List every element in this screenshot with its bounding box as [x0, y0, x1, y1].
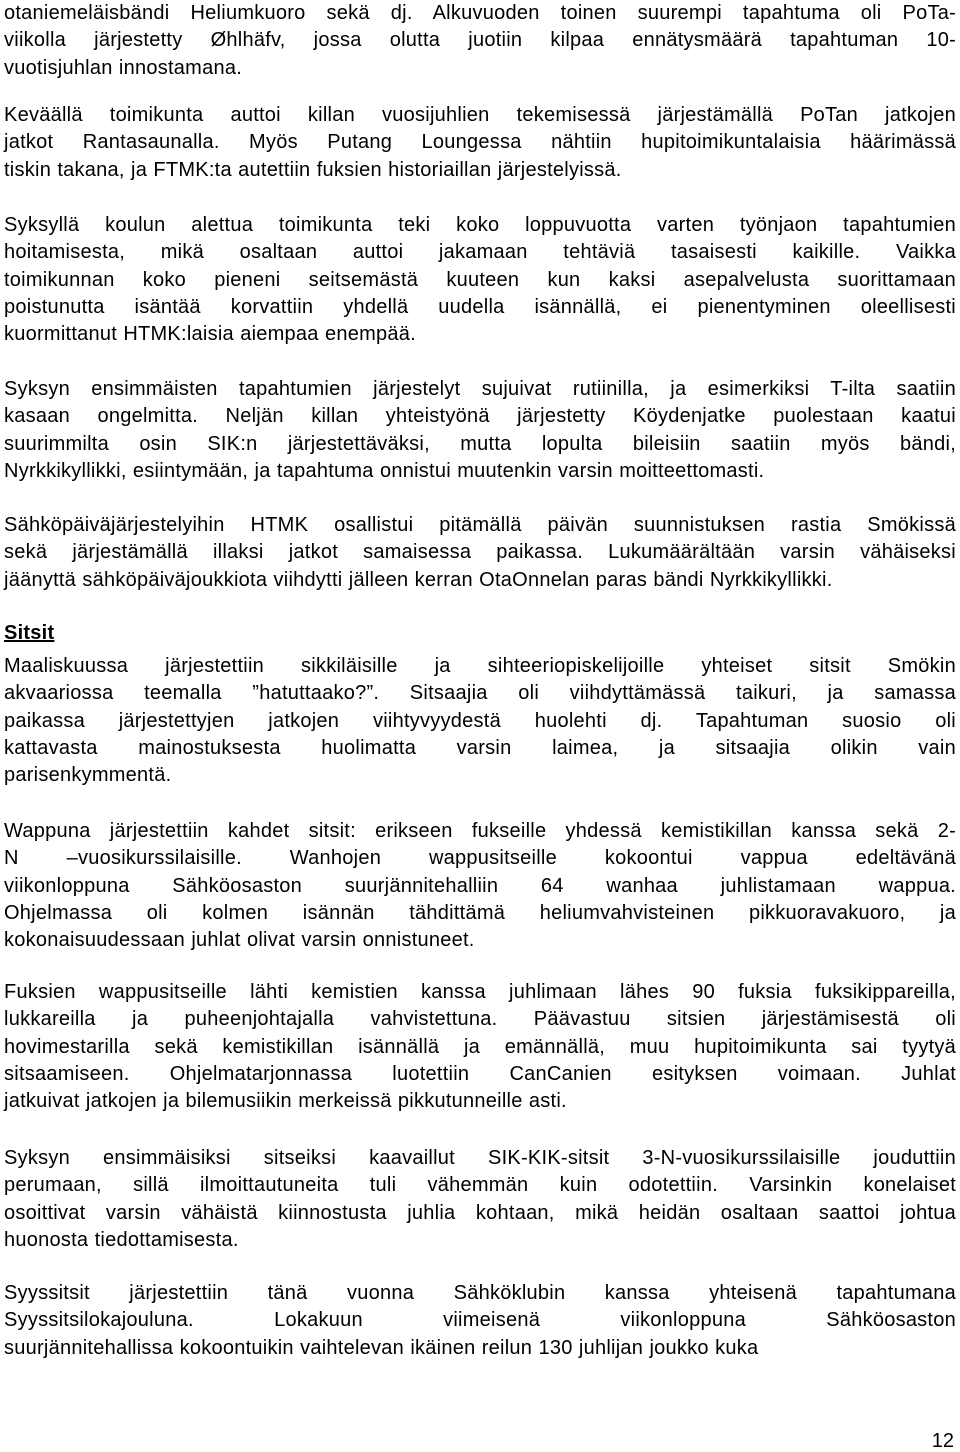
text-line: kokonaisuudessaan juhlat olivat varsin onnistuneet. — [4, 929, 475, 952]
text-line: N –vuosikurssilaisille. Wanhojen wappusitseille kokoontui vappua edeltävänä — [4, 847, 956, 870]
text-line: kuormittanut HTMK:laisia aiempaa enempää. — [4, 323, 416, 346]
text-line: suurjännitehallissa kokoontuikin vaihtelevan ikäinen reilun 130 juhlijan joukko kuka — [4, 1336, 759, 1359]
text-line: sekä järjestämällä illaksi jatkot samaisessa paikassa. Lukumäärältään varsin vähäiseksi — [4, 541, 956, 564]
paragraph — [4, 376, 956, 485]
paragraph — [4, 979, 956, 1115]
text-line: jatkuivat jatkojen ja bilemusiikin merkeissä pikkutunneille asti. — [4, 1090, 567, 1113]
text-line: vuotisjuhlan innostamana. — [4, 56, 243, 79]
paragraph — [4, 1145, 956, 1254]
text-line: Wappuna järjestettiin kahdet sitsit: erikseen fukseille yhdessä kemistikillan kanssa sekä 2- — [4, 820, 956, 842]
paragraph — [4, 653, 956, 789]
text-line: perumaan, sillä ilmoittautuneita tuli vähemmän kuin odotettiin. Varsinkin konelaiset — [4, 1174, 956, 1197]
text-line: parisenkymmentä. — [4, 764, 172, 787]
text-line: Ohjelmassa oli kolmen isännän tähdittämä heliumvahvisteinen pikkuoravakuoro, ja — [4, 901, 956, 924]
text-line: Nyrkkikyllikki, esiintymään, ja tapahtuma onnistui muutenkin varsin moitteettomasti. — [4, 459, 765, 482]
text-line: huonosta tiedottamisesta. — [4, 1228, 239, 1251]
text-line: otaniemeläisbändi Heliumkuoro sekä dj. Alkuvuoden toinen suurempi tapahtuma oli PoTa- — [4, 2, 956, 24]
paragraph — [4, 818, 956, 954]
text-line: toimikunnan koko pieneni seitsemästä kuuteen kun kaksi asepalvelusta suorittamaan — [4, 268, 956, 291]
text-line: kasaan ongelmitta. Neljän killan yhteistyönä järjestetty Köydenjatke puolestaan kaatui — [4, 405, 956, 428]
text-line: viikolla järjestetty Øhlhäfv, jossa olutta juotiin kilpaa ennätysmäärä tapahtuman 10- — [4, 29, 956, 52]
text-line: kattavasta mainostuksesta huolimatta varsin laimea, ja sitsaajia olikin vain — [4, 736, 956, 759]
text-line: Sähköpäiväjärjestelyihin HTMK osallistui pitämällä päivän suunnistuksen rastia Smökissä — [4, 514, 956, 536]
text-line: Maaliskuussa järjestettiin sikkiläisille ja sihteeriopiskelijoille yhteiset sitsit Smökin — [4, 655, 956, 677]
text-line: Syyssitsilokajouluna. Lokakuun viimeisenä viikonloppuna Sähköosaston — [4, 1309, 956, 1332]
text-line: sitsaamiseen. Ohjelmatarjonnassa luotettiin CanCanien esityksen voimaan. Juhlat — [4, 1062, 956, 1085]
text-line: Keväällä toimikunta auttoi killan vuosijuhlien tekemisessä järjestämällä PoTan jatkojen — [4, 104, 956, 126]
text-line: jatkot Rantasaunalla. Myös Putang Loungessa nähtiin hupitoimikuntalaisia häärimässä — [4, 131, 956, 154]
text-line: viikonloppuna Sähköosaston suurjännitehalliin 64 wanhaa juhlistamaan wappua. — [4, 874, 956, 897]
paragraph — [4, 1280, 956, 1362]
text-line: suurimmilta osin SIK:n järjestettäväksi, mutta lopulta bileisiin saatiin myös bändi, — [4, 432, 956, 455]
text-line: Syyssitsit järjestettiin tänä vuonna Sähköklubin kanssa yhteisenä tapahtumana — [4, 1282, 956, 1304]
page-number: 12 — [931, 1430, 954, 1452]
text-line: Syksyn ensimmäisiksi sitseiksi kaavaillut SIK-KIK-sitsit 3-N-vuosikurssilaisille jouduttiin — [4, 1147, 956, 1169]
text-line: hovimestarilla sekä kemistikillan isännällä ja emännällä, muu hupitoimikunta sai tyytyä — [4, 1035, 956, 1058]
text-line: paikassa järjestettyjen jatkojen viihtyvyydestä huolehti dj. Tapahtuman suosio oli — [4, 709, 956, 732]
text-line: tiskin takana, ja FTMK:ta autettiin fuksien historiaillan järjestelyissä. — [4, 158, 622, 181]
text-line: jäänyttä sähköpäiväjoukkiota viihdytti jälleen kerran OtaOnnelan paras bändi Nyrkkikyllikki. — [4, 568, 833, 591]
paragraph — [4, 0, 956, 82]
text-line: Syksyn ensimmäisten tapahtumien järjestelyt sujuivat rutiinilla, ja esimerkiksi T-ilta saatiin — [4, 378, 956, 400]
text-line: Syksyllä koulun alettua toimikunta teki koko loppuvuotta varten työnjaon tapahtumien — [4, 214, 956, 236]
text-line: Fuksien wappusitseille lähti kemistien kanssa juhlimaan lähes 90 fuksia fuksikippareilla, — [4, 981, 956, 1003]
paragraph — [4, 512, 956, 594]
paragraph — [4, 102, 956, 184]
text-line: lukkareilla ja puheenjohtajalla vahvistettuna. Päävastuu sitsien järjestämisestä oli — [4, 1008, 956, 1031]
text-line: akvaariossa teemalla ”hatuttaako?”. Sitsaajia oli viihdyttämässä taikuri, ja samassa — [4, 682, 956, 705]
paragraph — [4, 212, 956, 348]
text-line: poistunutta isäntää korvattiin yhdellä uudella isännällä, ei pienentyminen oleellisesti — [4, 295, 956, 318]
text-line: osoittivat varsin vähäistä kiinnostusta juhlia kohtaan, mikä heidän osaltaan saattoi johtua — [4, 1201, 956, 1224]
text-line: hoitamisesta, mikä osaltaan auttoi jakamaan tehtäviä tasaisesti kaikille. Vaikka — [4, 241, 956, 264]
section-heading: Sitsit — [4, 622, 55, 644]
